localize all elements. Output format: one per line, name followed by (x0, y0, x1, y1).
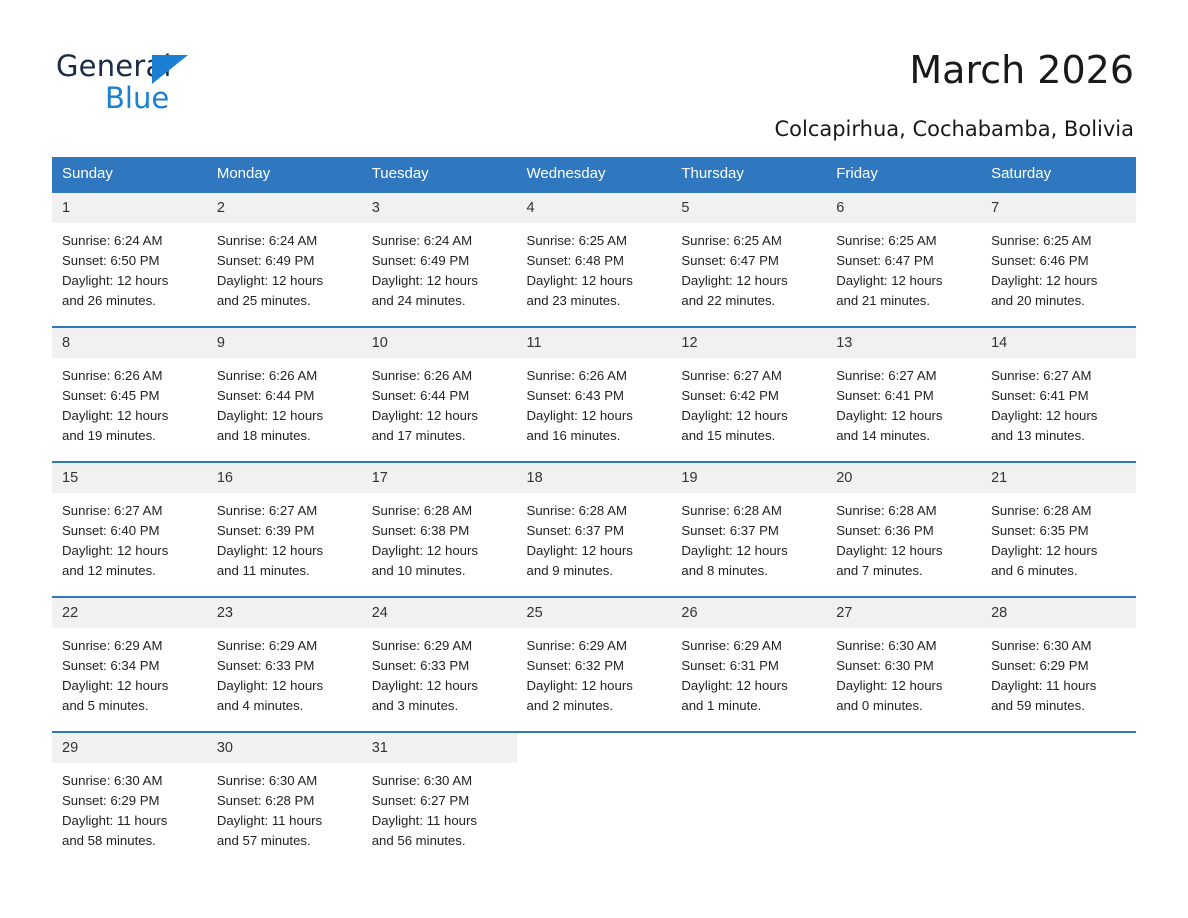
day-cell[interactable] (52, 192, 207, 327)
day-number: 20 (826, 463, 981, 493)
daylight-text-line2: and 5 minutes. (62, 698, 149, 713)
day-info (826, 493, 981, 581)
sunset-text: Sunset: 6:41 PM (991, 388, 1089, 403)
day-cell[interactable] (362, 732, 517, 867)
daylight-text-line2: and 19 minutes. (62, 428, 156, 443)
day-number: 22 (52, 598, 207, 628)
daylight-text-line2: and 22 minutes. (681, 293, 776, 308)
day-number: 10 (362, 328, 517, 358)
day-number: 31 (362, 733, 517, 763)
day-number (671, 733, 826, 763)
sunset-text: Sunset: 6:44 PM (371, 388, 470, 403)
day-cell[interactable] (207, 327, 362, 462)
daylight-text-line2: and 13 minutes. (991, 428, 1085, 443)
day-info (671, 628, 826, 716)
daylight-text-line1: Daylight: 11 hours (371, 813, 477, 828)
daylight-text-line1: Daylight: 12 hours (371, 678, 478, 693)
day-number: 5 (671, 193, 826, 223)
daylight-text-line2: and 57 minutes. (216, 833, 311, 848)
weekday-header-monday: Monday (207, 157, 362, 192)
day-number: 16 (207, 463, 362, 493)
brand-name-blue: Blue (105, 81, 170, 115)
day-info (826, 223, 981, 311)
day-info (981, 493, 1136, 581)
sunrise-text: Sunrise: 6:24 AM (216, 233, 318, 248)
sunrise-text: Sunrise: 6:26 AM (62, 368, 163, 383)
day-cell[interactable] (981, 327, 1136, 462)
sunset-text: Sunset: 6:49 PM (216, 253, 315, 268)
sunset-text: Sunset: 6:44 PM (216, 388, 315, 403)
calendar-week-row (52, 597, 1136, 732)
brand-logo[interactable] (56, 49, 276, 115)
sunrise-text: Sunrise: 6:27 AM (681, 368, 782, 383)
day-cell[interactable] (207, 462, 362, 597)
sunrise-text: Sunrise: 6:25 AM (681, 233, 782, 248)
sunset-text: Sunset: 6:35 PM (991, 523, 1089, 538)
day-number: 13 (826, 328, 981, 358)
sunset-text: Sunset: 6:43 PM (526, 388, 625, 403)
day-cell[interactable] (362, 597, 517, 732)
day-info (52, 628, 207, 716)
weekday-header-row (52, 157, 1136, 192)
day-cell[interactable] (207, 192, 362, 327)
daylight-text-line1: Daylight: 12 hours (62, 543, 169, 558)
daylight-text-line1: Daylight: 11 hours (62, 813, 168, 828)
day-number: 30 (207, 733, 362, 763)
daylight-text-line2: and 3 minutes. (371, 698, 459, 713)
day-cell[interactable] (52, 732, 207, 867)
daylight-text-line1: Daylight: 12 hours (216, 408, 324, 423)
daylight-text-line1: Daylight: 12 hours (371, 543, 478, 558)
day-number: 27 (826, 598, 981, 628)
day-info (207, 763, 362, 851)
day-cell[interactable] (207, 597, 362, 732)
day-cell[interactable] (362, 327, 517, 462)
day-info (671, 493, 826, 581)
page-subtitle: Colcapirhua, Cochabamba, Bolivia (774, 117, 1134, 141)
day-number: 18 (517, 463, 672, 493)
daylight-text-line1: Daylight: 12 hours (991, 408, 1098, 423)
daylight-text-line1: Daylight: 12 hours (216, 678, 324, 693)
day-cell[interactable] (52, 327, 207, 462)
day-number: 15 (52, 463, 207, 493)
day-number: 29 (52, 733, 207, 763)
day-number: 26 (671, 598, 826, 628)
daylight-text-line2: and 8 minutes. (681, 563, 768, 578)
daylight-text-line1: Daylight: 12 hours (216, 543, 324, 558)
daylight-text-line2: and 12 minutes. (62, 563, 156, 578)
daylight-text-line1: Daylight: 12 hours (836, 273, 943, 288)
day-cell[interactable] (517, 192, 672, 327)
sunrise-text: Sunrise: 6:24 AM (371, 233, 473, 248)
day-info (826, 358, 981, 446)
day-info (671, 358, 826, 446)
sunset-text: Sunset: 6:39 PM (216, 523, 315, 538)
daylight-text-line1: Daylight: 12 hours (62, 678, 169, 693)
sunset-text: Sunset: 6:50 PM (62, 253, 160, 268)
daylight-text-line2: and 14 minutes. (836, 428, 931, 443)
sunrise-text: Sunrise: 6:27 AM (836, 368, 937, 383)
day-number (517, 733, 672, 763)
day-cell[interactable] (826, 597, 981, 732)
calendar-week-row (52, 732, 1136, 867)
daylight-text-line2: and 1 minute. (681, 698, 762, 713)
sunset-text: Sunset: 6:33 PM (371, 658, 470, 673)
day-number: 6 (826, 193, 981, 223)
weekday-header-saturday: Saturday (981, 157, 1136, 192)
daylight-text-line1: Daylight: 12 hours (991, 273, 1098, 288)
day-cell-empty (826, 732, 981, 867)
sunrise-text: Sunrise: 6:30 AM (216, 773, 318, 788)
day-info (52, 358, 207, 446)
sunset-text: Sunset: 6:42 PM (681, 388, 779, 403)
day-cell[interactable] (826, 192, 981, 327)
day-info (207, 358, 362, 446)
page-header (0, 0, 1188, 141)
daylight-text-line1: Daylight: 12 hours (371, 408, 478, 423)
sunset-text: Sunset: 6:30 PM (836, 658, 934, 673)
daylight-text-line2: and 20 minutes. (991, 293, 1085, 308)
day-cell[interactable] (671, 462, 826, 597)
day-number: 12 (671, 328, 826, 358)
sunrise-text: Sunrise: 6:29 AM (371, 638, 473, 653)
sunrise-text: Sunrise: 6:28 AM (991, 503, 1092, 518)
sunrise-text: Sunrise: 6:29 AM (216, 638, 318, 653)
day-cell-empty (517, 732, 672, 867)
day-info (207, 493, 362, 581)
daylight-text-line1: Daylight: 12 hours (836, 543, 943, 558)
day-info (981, 628, 1136, 716)
daylight-text-line2: and 24 minutes. (371, 293, 466, 308)
daylight-text-line1: Daylight: 12 hours (991, 543, 1098, 558)
daylight-text-line2: and 58 minutes. (62, 833, 156, 848)
daylight-text-line2: and 26 minutes. (62, 293, 156, 308)
day-number (826, 733, 981, 763)
daylight-text-line1: Daylight: 12 hours (62, 408, 169, 423)
daylight-text-line2: and 7 minutes. (836, 563, 923, 578)
daylight-text-line1: Daylight: 12 hours (526, 273, 633, 288)
day-number: 8 (52, 328, 207, 358)
weekday-header-thursday: Thursday (671, 157, 826, 192)
day-number: 23 (207, 598, 362, 628)
day-number: 14 (981, 328, 1136, 358)
day-cell[interactable] (207, 732, 362, 867)
sunset-text: Sunset: 6:49 PM (371, 253, 470, 268)
daylight-text-line1: Daylight: 11 hours (991, 678, 1097, 693)
sunset-text: Sunset: 6:37 PM (526, 523, 625, 538)
day-info (362, 223, 517, 311)
sunrise-text: Sunrise: 6:29 AM (526, 638, 627, 653)
day-cell[interactable] (981, 192, 1136, 327)
day-info (517, 223, 672, 311)
day-info (362, 628, 517, 716)
day-number: 3 (362, 193, 517, 223)
sunrise-text: Sunrise: 6:28 AM (371, 503, 473, 518)
sunset-text: Sunset: 6:31 PM (681, 658, 779, 673)
day-cell[interactable] (826, 462, 981, 597)
sunset-text: Sunset: 6:48 PM (526, 253, 625, 268)
sunrise-text: Sunrise: 6:28 AM (526, 503, 627, 518)
day-number: 24 (362, 598, 517, 628)
day-cell[interactable] (981, 462, 1136, 597)
sunset-text: Sunset: 6:27 PM (371, 793, 470, 808)
sunrise-text: Sunrise: 6:25 AM (836, 233, 937, 248)
day-number: 28 (981, 598, 1136, 628)
day-cell-empty (671, 732, 826, 867)
daylight-text-line1: Daylight: 12 hours (526, 408, 633, 423)
day-info (52, 223, 207, 311)
sunset-text: Sunset: 6:37 PM (681, 523, 779, 538)
sunset-text: Sunset: 6:32 PM (526, 658, 625, 673)
daylight-text-line2: and 6 minutes. (991, 563, 1078, 578)
weekday-header-sunday: Sunday (52, 157, 207, 192)
daylight-text-line2: and 2 minutes. (526, 698, 614, 713)
daylight-text-line2: and 21 minutes. (836, 293, 931, 308)
calendar-week-row (52, 462, 1136, 597)
sunrise-text: Sunrise: 6:27 AM (62, 503, 163, 518)
daylight-text-line2: and 18 minutes. (216, 428, 311, 443)
day-number: 9 (207, 328, 362, 358)
day-number: 21 (981, 463, 1136, 493)
day-cell[interactable] (981, 597, 1136, 732)
daylight-text-line1: Daylight: 12 hours (526, 678, 633, 693)
calendar-week-row (52, 192, 1136, 327)
sunrise-text: Sunrise: 6:28 AM (836, 503, 937, 518)
day-cell[interactable] (362, 462, 517, 597)
daylight-text-line2: and 56 minutes. (371, 833, 466, 848)
sunrise-text: Sunrise: 6:28 AM (681, 503, 782, 518)
day-info (207, 628, 362, 716)
day-info (517, 628, 672, 716)
day-info (362, 493, 517, 581)
daylight-text-line2: and 15 minutes. (681, 428, 776, 443)
daylight-text-line2: and 11 minutes. (216, 563, 310, 578)
daylight-text-line2: and 25 minutes. (216, 293, 311, 308)
daylight-text-line1: Daylight: 11 hours (216, 813, 323, 828)
daylight-text-line1: Daylight: 12 hours (526, 543, 633, 558)
day-number: 11 (517, 328, 672, 358)
daylight-text-line2: and 4 minutes. (216, 698, 304, 713)
daylight-text-line1: Daylight: 12 hours (371, 273, 478, 288)
day-info (362, 358, 517, 446)
day-number: 17 (362, 463, 517, 493)
day-cell[interactable] (517, 597, 672, 732)
day-info (362, 763, 517, 851)
sunset-text: Sunset: 6:38 PM (371, 523, 470, 538)
sunrise-text: Sunrise: 6:27 AM (216, 503, 318, 518)
sunrise-text: Sunrise: 6:29 AM (681, 638, 782, 653)
day-info (52, 763, 207, 851)
sunrise-text: Sunrise: 6:30 AM (62, 773, 163, 788)
sunrise-text: Sunrise: 6:24 AM (62, 233, 163, 248)
weekday-header-tuesday: Tuesday (362, 157, 517, 192)
day-cell[interactable] (52, 462, 207, 597)
day-info (52, 493, 207, 581)
weekday-header-wednesday: Wednesday (517, 157, 672, 192)
day-cell-empty (981, 732, 1136, 867)
day-info (826, 628, 981, 716)
sunset-text: Sunset: 6:40 PM (62, 523, 160, 538)
day-number: 7 (981, 193, 1136, 223)
sunrise-text: Sunrise: 6:25 AM (526, 233, 627, 248)
sunset-text: Sunset: 6:36 PM (836, 523, 934, 538)
day-cell[interactable] (826, 327, 981, 462)
sunrise-text: Sunrise: 6:26 AM (526, 368, 627, 383)
sunset-text: Sunset: 6:45 PM (62, 388, 160, 403)
sunset-text: Sunset: 6:47 PM (836, 253, 934, 268)
sunset-text: Sunset: 6:34 PM (62, 658, 160, 673)
sunrise-text: Sunrise: 6:30 AM (836, 638, 937, 653)
daylight-text-line1: Daylight: 12 hours (681, 408, 788, 423)
sunrise-text: Sunrise: 6:30 AM (991, 638, 1092, 653)
sunrise-text: Sunrise: 6:29 AM (62, 638, 163, 653)
sunset-text: Sunset: 6:47 PM (681, 253, 779, 268)
day-info (981, 358, 1136, 446)
page-title: March 2026 (909, 48, 1134, 92)
daylight-text-line1: Daylight: 12 hours (681, 273, 788, 288)
day-number: 25 (517, 598, 672, 628)
day-cell[interactable] (52, 597, 207, 732)
daylight-text-line1: Daylight: 12 hours (681, 678, 788, 693)
sunset-text: Sunset: 6:33 PM (216, 658, 315, 673)
daylight-text-line1: Daylight: 12 hours (216, 273, 324, 288)
sunset-text: Sunset: 6:28 PM (216, 793, 315, 808)
brand-name-general: General (56, 49, 172, 83)
daylight-text-line2: and 9 minutes. (526, 563, 614, 578)
day-number (981, 733, 1136, 763)
day-info (981, 223, 1136, 311)
daylight-text-line1: Daylight: 12 hours (836, 678, 943, 693)
weekday-header-friday: Friday (826, 157, 981, 192)
sunrise-sunset-calendar (52, 157, 1136, 867)
sunrise-text: Sunrise: 6:30 AM (371, 773, 473, 788)
daylight-text-line2: and 17 minutes. (371, 428, 466, 443)
day-info (517, 358, 672, 446)
daylight-text-line2: and 59 minutes. (991, 698, 1085, 713)
daylight-text-line1: Daylight: 12 hours (62, 273, 169, 288)
sunrise-text: Sunrise: 6:25 AM (991, 233, 1092, 248)
sunset-text: Sunset: 6:29 PM (62, 793, 160, 808)
daylight-text-line2: and 23 minutes. (526, 293, 621, 308)
day-cell[interactable] (517, 462, 672, 597)
day-info (517, 493, 672, 581)
day-info (207, 223, 362, 311)
sunrise-text: Sunrise: 6:26 AM (371, 368, 473, 383)
day-cell[interactable] (362, 192, 517, 327)
daylight-text-line2: and 10 minutes. (371, 563, 466, 578)
day-cell[interactable] (671, 597, 826, 732)
day-info (671, 223, 826, 311)
day-number: 1 (52, 193, 207, 223)
sunset-text: Sunset: 6:46 PM (991, 253, 1089, 268)
sunrise-text: Sunrise: 6:27 AM (991, 368, 1092, 383)
day-cell[interactable] (671, 192, 826, 327)
calendar-week-row (52, 327, 1136, 462)
sunset-text: Sunset: 6:41 PM (836, 388, 934, 403)
daylight-text-line2: and 16 minutes. (526, 428, 621, 443)
day-number: 19 (671, 463, 826, 493)
day-number: 4 (517, 193, 672, 223)
triangle-icon (152, 55, 188, 84)
daylight-text-line1: Daylight: 12 hours (681, 543, 788, 558)
day-cell[interactable] (671, 327, 826, 462)
daylight-text-line1: Daylight: 12 hours (836, 408, 943, 423)
day-number: 2 (207, 193, 362, 223)
sunset-text: Sunset: 6:29 PM (991, 658, 1089, 673)
sunrise-text: Sunrise: 6:26 AM (216, 368, 318, 383)
day-cell[interactable] (517, 327, 672, 462)
daylight-text-line2: and 0 minutes. (836, 698, 923, 713)
